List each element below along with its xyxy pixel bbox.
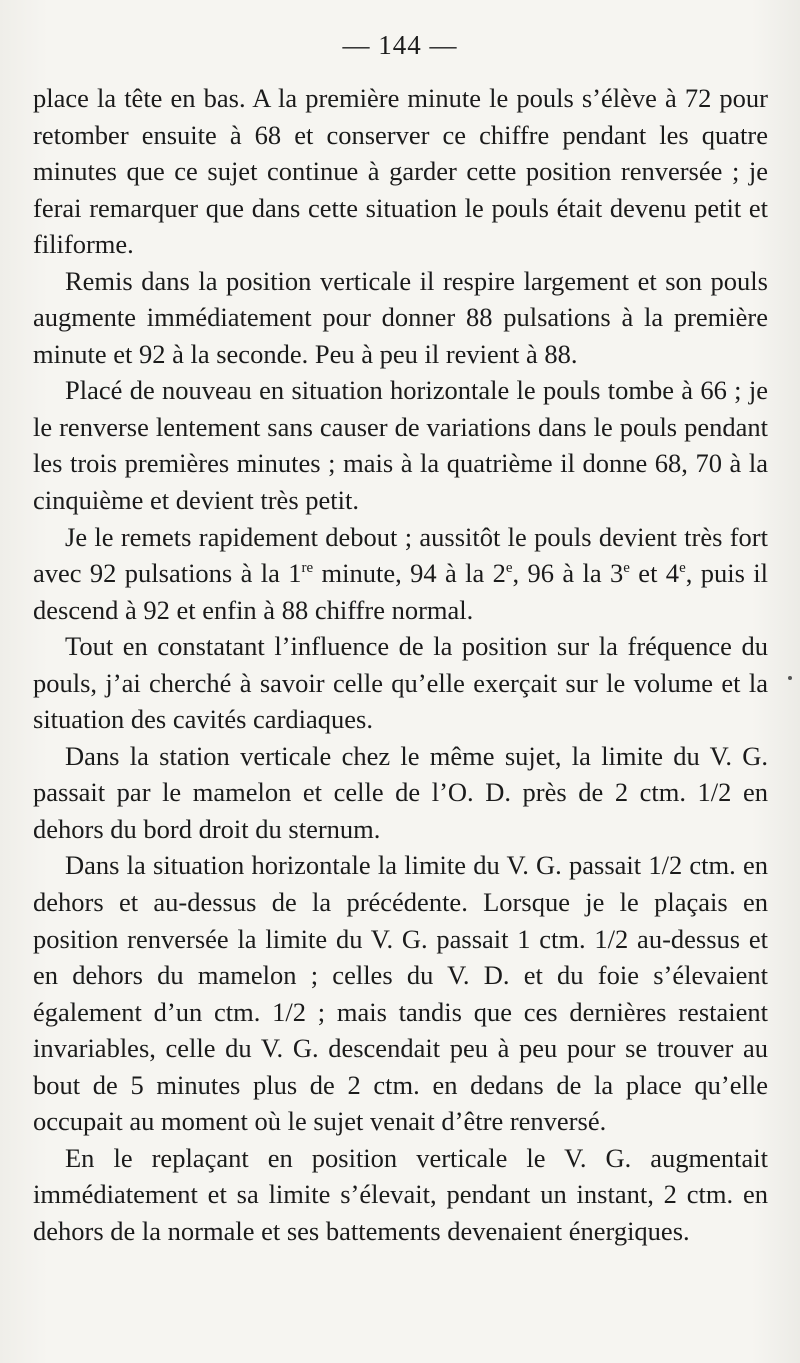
text-run: Tout en constatant l’influence de la position sur la fréquence du pouls, j’ai cherché à savoir celle qu’elle exerçait sur le volume et la situation des cavités cardiaques. [33, 631, 768, 735]
text-run: Dans la station verticale chez le même sujet, la limite du V. G. passait par le mamelon et celle de l’O. D. près de 2 ctm. 1/2 en dehors du bord droit du sternum. [33, 740, 768, 844]
text-run: , puis il descend à 92 et enfin à 88 chiffre normal. [33, 558, 768, 625]
paragraph [33, 847, 768, 1139]
body-text [33, 80, 768, 1250]
paragraph [33, 738, 768, 848]
text-run: , 96 à la 3 [512, 558, 624, 589]
paragraph [33, 372, 768, 518]
paragraph [33, 519, 768, 629]
superscript: e [679, 560, 686, 577]
text-run: Remis dans la position verticale il respire largement et son pouls augmente immédiatement pour donner 88 pulsations à la première minute et 92 à la seconde. Peu à peu il revient à 88. [33, 265, 768, 369]
paragraph [33, 628, 768, 738]
paragraph [33, 263, 768, 373]
superscript: e [623, 560, 630, 577]
page-number: — 144 — [342, 30, 458, 60]
text-run: Dans la situation horizontale la limite du V. G. passait 1/2 ctm. en dehors et au-dessus de la précédente. Lorsque je le plaçais en position renversée la limite du V. G. passait 1 ctm. 1/2 au-dessus et en dehors du mamelon ; celles du V. D. et du foie s’élevaient également d’un ctm. 1/2 ; mais tandis que ces dernières restaient invariables, celle du V. G. descendait peu à peu pour se trouver au bout de 5 minutes plus de 2 ctm. en dedans de la place qu’elle occupait au moment où le sujet venait d’être renversé. [33, 850, 768, 1137]
paragraph [33, 80, 768, 263]
superscript: e [505, 560, 513, 577]
text-run: En le replaçant en position verticale le V. G. augmentait immédiatement et sa limite s’élevait, pendant un instant, 2 ctm. en dehors de la normale et ses battements devenaient énergiques. [33, 1142, 768, 1246]
text-run: et 4 [629, 558, 680, 589]
superscript: re [301, 560, 314, 577]
margin-mark [788, 676, 792, 680]
text-run: Je le remets rapidement debout ; aussitôt le pouls devient très fort avec 92 pulsations à la 1 [33, 521, 768, 589]
text-run: place la tête en bas. A la première minute le pouls s’élève à 72 pour retomber ensuite à 68 et conserver ce chiffre pendant les quatre minutes que ce sujet continue à garder cette position renversée ; je ferai remarquer que dans cette situation le pouls était devenu petit et filiforme. [33, 83, 768, 260]
text-run: minute, 94 à la 2 [313, 558, 506, 589]
text-run: Placé de nouveau en situation horizontale le pouls tombe à 66 ; je le renverse lentement sans causer de variations dans le pouls pendant les trois premières minutes ; mais à la quatrième il donne 68, 70 à la cinquième et devient très petit. [33, 375, 768, 516]
paragraph [33, 1140, 768, 1250]
